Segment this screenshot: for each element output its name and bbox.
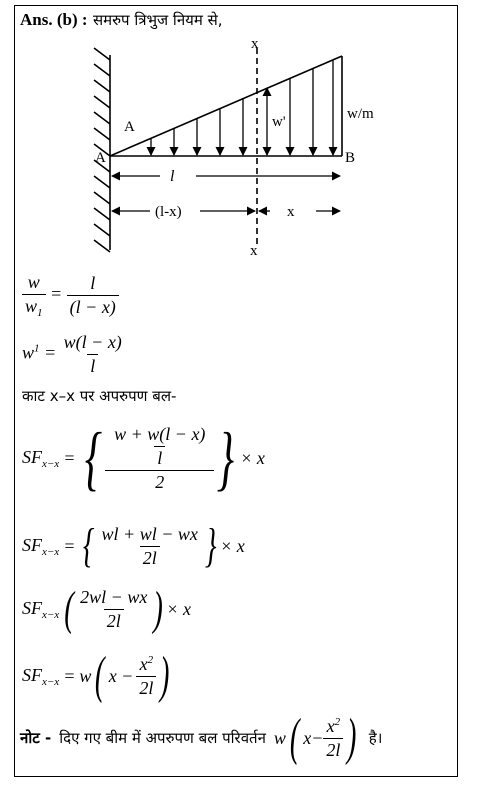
sf-label-4: SF — [22, 664, 42, 685]
sf-label-1: SF — [22, 446, 42, 467]
eq1-lhs-den-sub: 1 — [37, 307, 43, 319]
label-x-top: x — [251, 36, 259, 52]
eq6-num: x — [139, 653, 148, 674]
equation-sf-step3: $SF_{x-x}$ ( $\frac{2wl - wx}{2l}$ ) × x — [22, 582, 191, 635]
eq3-outer-den: 2 — [105, 470, 214, 493]
eq6-w: w — [79, 665, 92, 686]
eq2-rhs-den: l — [87, 354, 98, 377]
eq5-times: × x — [166, 598, 191, 619]
sf-sub-1: x−x — [42, 457, 60, 470]
eq3-inner-num: w + w(l − x) — [114, 423, 206, 444]
eq1-rhs-num: l — [90, 273, 96, 293]
eq2-lhs-sup: 1 — [34, 342, 40, 355]
eq6-x: x − — [108, 665, 134, 686]
sf-sub-2: x−x — [42, 545, 60, 558]
eq5-num: 2wl − wx — [80, 586, 148, 607]
eq2-rhs-num: w(l − x) — [63, 332, 122, 352]
label-x-bottom: x — [250, 243, 258, 259]
equation-w-prime: $w^1$ = $\frac{w(l - x)}{l}$ — [22, 332, 125, 377]
sf-label-2: SF — [22, 534, 42, 555]
sf-sub-3: x−x — [42, 608, 60, 621]
note-label: नोट - — [20, 729, 52, 747]
answer-label: Ans. (b) : — [20, 10, 88, 29]
load-triangle — [110, 56, 342, 156]
equation-sf-step1: $SF_{x-x}$ = { $\frac{\frac{w + w(l - x)}{l}}{2}$ } × x — [22, 418, 265, 498]
eq1-rhs-den: (l − x) — [67, 295, 119, 318]
eq6-sup: 2 — [147, 653, 154, 666]
eq2-lhs: w — [22, 342, 35, 363]
equation-sf-step2: $SF_{x-x}$ = { $\frac{wl + wl - wx}{2l}$ } × x — [22, 519, 245, 572]
beam-diagram — [0, 0, 485, 260]
note-x: x− — [303, 727, 324, 748]
sf-label-3: SF — [22, 597, 42, 618]
eq5-den: 2l — [104, 609, 124, 632]
eq3-inner-den: l — [154, 446, 165, 469]
eq1-lhs-num: w — [27, 272, 40, 292]
load-arrows — [151, 60, 333, 155]
label-a-left: A — [95, 150, 106, 166]
heading-text: समरुप त्रिभुज नियम से, — [92, 11, 223, 29]
eq4-num: wl + wl − wx — [101, 523, 198, 544]
eq3-times: × x — [240, 447, 265, 468]
note-text: दिए गए बीम में अपरुपण बल परिवर्तन — [59, 729, 266, 747]
label-w-prime: w' — [272, 114, 286, 130]
note-den: 2l — [323, 738, 343, 761]
note-w: w — [273, 727, 286, 748]
section-statement: काट x–x पर अपरुपण बल- — [22, 387, 177, 405]
equation-ratio: $\frac{w}{w_1}$ = $\frac{l}{(l - x)}$ — [22, 272, 119, 319]
equation-sf-final: $SF_{x-x}$ = w ( x − $\frac{x^2}{2l}$ ) — [22, 647, 170, 704]
label-a-top: A — [124, 119, 135, 135]
note-sup: 2 — [334, 715, 341, 728]
label-l-minus-x: (l-x) — [155, 204, 182, 220]
eq1-lhs-den: w — [25, 296, 38, 316]
eq4-times: × x — [220, 535, 245, 556]
label-w-per-m: w/m — [347, 106, 374, 122]
note-line: नोट - दिए गए बीम में अपरुपण बल परिवर्तन w ( x− $\frac{x^2}{2l}$ ) है। — [20, 709, 383, 766]
label-b: B — [345, 150, 356, 166]
label-l: l — [170, 168, 175, 185]
eq6-den: 2l — [136, 676, 156, 699]
eq4-den: 2l — [140, 546, 160, 569]
sf-sub-4: x−x — [42, 675, 60, 688]
label-x-right: x — [287, 204, 295, 220]
note-after: है। — [368, 729, 383, 747]
note-num: x — [326, 715, 335, 736]
